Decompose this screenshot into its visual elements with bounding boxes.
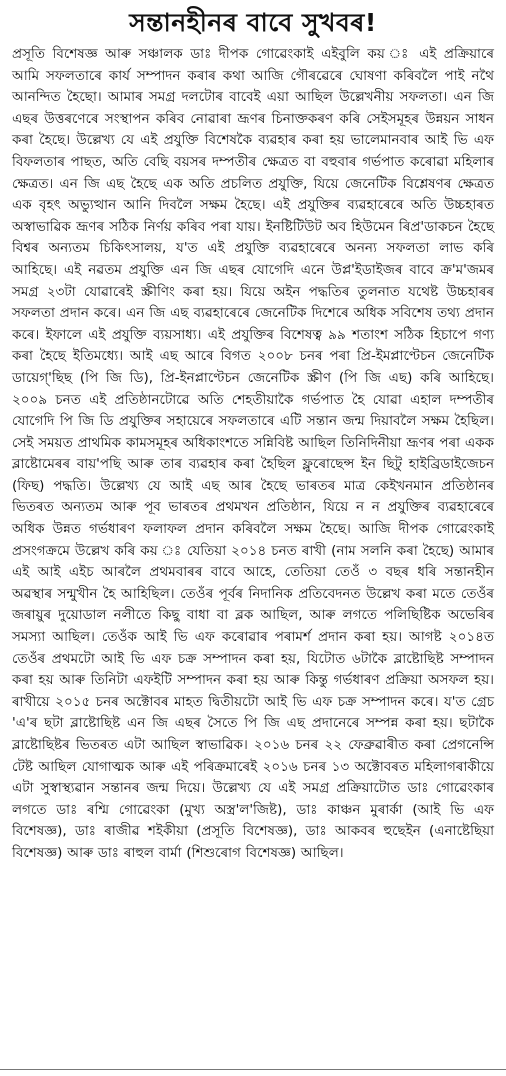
page-bottom-divider: [0, 1069, 506, 1076]
article-body: প্ৰসূতি বিশেষজ্ঞ আৰু সঞ্চালক ডাঃ দীপক গোৱেংকাই এইবুলি কয় ঃ এই প্ৰক্ৰিয়াৰে আমি সফলতাৰে কাৰ্য সম্পাদন কৰাৰ কথা আজি গৌৰৱেৰে ঘোষণা কৰিবলৈ পাই নথৈ আনন্দিত হৈছো। আমাৰ সমগ্ৰ দলটোৰ বাবেই এয়া আছিল উল্লেখনীয় সফলতা। এন জি এছৰ উত্তৰণেৰে সংস্থাপন কৰিব নোৱাৰা ভ্ৰূণৰ চিনাক্তকৰণ কৰি সেইসমূহৰ উন্নয়ন সাধন কৰা হৈছে। উল্লেখ্য যে এই প্ৰযুক্তি বিশেষকৈ ব্যৱহাৰ কৰা হয় ভালেমানবাৰ আই ভি এফ বিফলতাৰ পাছত, অতি বেছি বয়সৰ দম্পতীৰ ক্ষেত্ৰত বা বহুবাৰ গৰ্ভপাত কৰোৱা মহিলাৰ ক্ষেত্ৰত। এন জি এছ হৈছে এক অতি প্ৰচলিত প্ৰযুক্তি, যিয়ে জেনেটিক বিশ্লেষণৰ ক্ষেত্ৰত এক বৃহৎ অভ্যুত্থান আনি দিবলৈ সক্ষম হৈছে। এই প্ৰযুক্তিৰ ব্যৱহাৰেৰে অতি উচ্চহাৰত অস্বাভাৱিক ভ্ৰূণৰ সঠিক নিৰ্ণয় কৰিব পৰা যায়। ইনষ্টিটিউট অব হিউমেন ৰিপ্ৰ'ডাকচন হৈছে বিশ্বৰ অন্যতম চিকিৎসালয়, য'ত এই প্ৰযুক্তি ব্যৱহাৰেৰে অনন্য সফলতা লাভ কৰি আহিছে। এই নৱতম প্ৰযুক্তি এন জি এছৰ যোগেদি এনে উপ্ল'ইডাইজৰ বাবে ক্ৰ'ম'জমৰ সমগ্ৰ ২৩টা যোৱাৰেই স্ক্ৰীণিং কৰা হয়। যিয়ে অইন পদ্ধতিৰ তুলনাত যথেষ্ট উচ্চহাৰৰ সফলতা প্ৰদান কৰে। এন জি এছ ব্যৱহাৰেৰে জেনেটিক দিশেৰে অধিক সবিশেষ তথ্য প্ৰদান কৰে। ইফালে এই প্ৰযুক্তি ব্যয়সাধ্য। এই প্ৰযুক্তিৰ বিশেষত্ব ৯৯ শতাংশ সঠিক হিচাপে গণ্য কৰা হৈছে ইতিমধ্যে। আই এছ আৰে বিগত ২০০৮ চনৰ পৰা প্ৰি-ইমপ্লাণ্টেচন জেনেটিক ডায়েগ্'ছিছ (পি জি ডি), প্ৰি-ইনপ্লাণ্টেচন জেনেটিক স্ক্ৰীণ (পি জি এছ) কৰি আহিছে। ২০০৯ চনত এই প্ৰতিষ্ঠানটোৱে অতি শেহতীয়াকৈ গৰ্ভপাত হৈ যোৱা এহাল দম্পতীৰ যোগেদি পি জি ডি প্ৰযুক্তিৰ সহায়েৰে সফলতাৰে এটি সন্তান জন্ম দিয়াবলৈ সক্ষম হৈছিল। সেই সময়ত প্ৰাথমিক কামসমূহৰ অধিকাংশতে সন্নিবিষ্ট আছিল তিনিদিনীয়া ভ্ৰূণৰ পৰা একক ব্লাষ্টোমেৰৰ বায়'পছি আৰু তাৰ ব্যৱহাৰ কৰা হৈছিল ফ্লুৰোছেন্স ইন ছিটু হাইব্ৰিডাইজেচন (ফিছ) পদ্ধতি। উল্লেখ্য যে আই এছ আৰ হৈছে ভাৰতৰ মাত্ৰ কেইখনমান প্ৰতিষ্ঠানৰ ভিতৰত অন্যতম আৰু পূব ভাৰতৰ প্ৰথমখন প্ৰতিষ্ঠান, যিয়ে ন ন প্ৰযুক্তিৰ ব্যৱহাৰেৰে অধিক উন্নত গৰ্ভধাৰণ ফলাফল প্ৰদান কৰিবলৈ সক্ষম হৈছে। আজি দীপক গোৱেংকাই প্ৰসংগক্ৰমে উল্লেখ কৰি কয় ঃ যেতিয়া ২০১৪ চনত ৰাখী (নাম সলনি কৰা হৈছে) আমাৰ এই আই এইচ আৰলৈ প্ৰথমবাৰৰ বাবে আহে, তেতিয়া তেওঁ ৩ বছৰ ধৰি সন্তানহীন অৱস্থাৰ সন্মুখীন হৈ আহিছিল। তেওঁৰ পূৰ্বৰ নিদানিক প্ৰতিবেদনত উল্লেখ কৰা মতে তেওঁৰ জৰায়ুৰ দুয়োডাল নলীতে কিছু বাধা বা ব্লক আছিল, আৰু লগতে পলিছিষ্টিক অভেৰিৰ সমস্যা আছিল। তেওঁক আই ভি এফ কৰোৱাৰ পৰামৰ্শ প্ৰদান কৰা হয়। আগষ্ট ২০১৪ত তেওঁৰ প্ৰথমটো আই ভি এফ চক্ৰ সম্পাদন কৰা হয়, যিটোত ৬টাকৈ ব্লাষ্টোছিষ্ট সম্পাদন কৰা হয় আৰু তিনিটা এফইটি সম্পাদন কৰা হয় আৰু কিন্তু গৰ্ভধাৰণ প্ৰক্ৰিয়া অসফল হয়। ৰাখীয়ে ২০১৫ চনৰ অক্টোবৰ মাহত দ্বিতীয়টো আই ভি এফ চক্ৰ সম্পাদন কৰে। য'ত গ্ৰেচ 'এ'ৰ ছটা ব্লাষ্টোছিষ্ট এন জি এছৰ সৈতে পি জি এছ প্ৰদানেৰে সম্পন্ন কৰা হয়। ছটাকৈ ব্লাষ্টোছিষ্টৰ ভিতৰত এটা আছিল স্বাভাৱিক। ২০১৬ চনৰ ২২ ফেব্ৰুৱাৰীত কৰা প্ৰেগনেন্সি টেষ্ট আছিল যোগাত্মক আৰু এই পৰিক্ৰমাৰেই ২০১৬ চনৰ ১৩ অক্টোবৰত মহিলাগৰাকীয়ে এটা সুস্বাস্থ্যৱান সন্তানৰ জন্ম দিয়ে। উল্লেখ্য যে এই সমগ্ৰ প্ৰক্ৰিয়াটোত ডাঃ গোৱেংকাৰ লগতে ডাঃ ৰশ্মি গোৱেংকা (মুখ্য অস্ত্ৰ'ল'জিষ্ট), ডাঃ কাঞ্চন মুৰাৰ্কা (আই ভি এফ বিশেষজ্ঞ), ডাঃ ৰাজীৱ শইকীয়া (প্ৰসূতি বিশেষজ্ঞ), ডাঃ আকবৰ হুছেইন (এনাষ্টেছিয়া বিশেষজ্ঞ) আৰু ডাঃ ৰাহুল বাৰ্মা (শিশুৰোগ বিশেষজ্ঞ) আছিল।: [12, 46, 494, 861]
article-headline: সন্তানহীনৰ বাবে সুখবৰ!: [129, 8, 377, 37]
